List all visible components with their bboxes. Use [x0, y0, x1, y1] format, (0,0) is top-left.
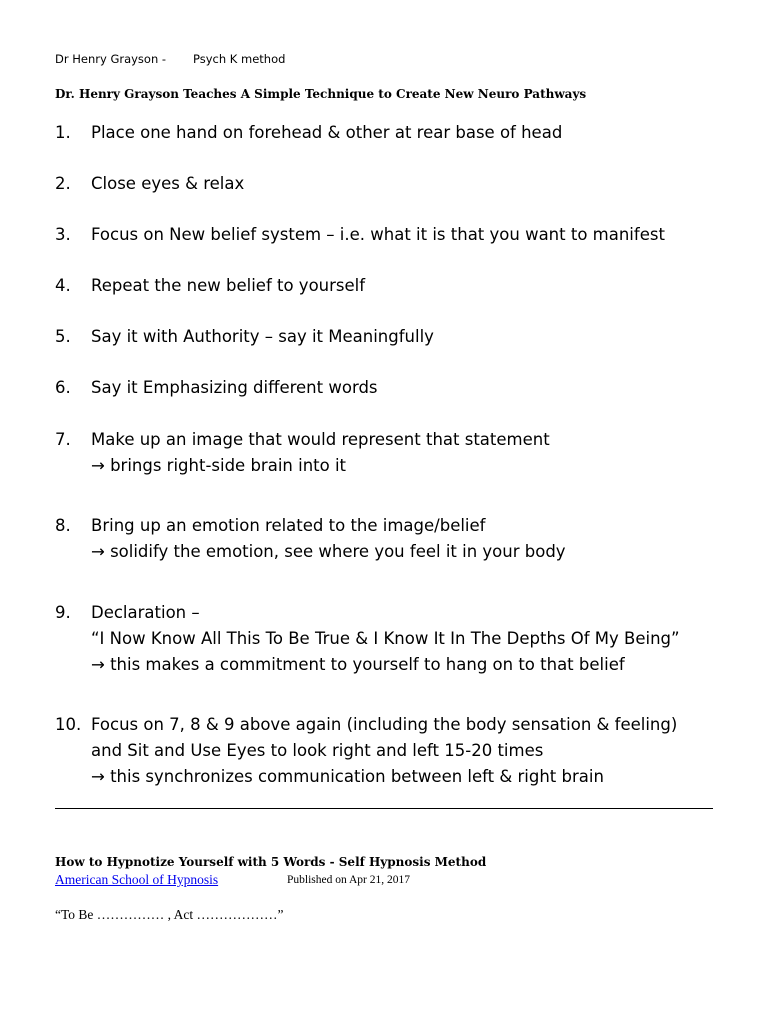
step-text: Make up an image that would represent that statement — [91, 430, 550, 449]
step-item — [55, 600, 735, 678]
step-item — [55, 324, 735, 350]
step-number: 5. — [55, 327, 71, 346]
step-quote: “I Now Know All This To Be True & I Know It In The Depths Of My Being” — [91, 629, 680, 648]
step-item — [55, 375, 735, 401]
step-subnote: → brings right-side brain into it — [91, 456, 347, 475]
step-item — [55, 222, 735, 248]
step-number: 4. — [55, 276, 71, 295]
step-text: Declaration – — [91, 603, 200, 622]
step-subnote: → solidify the emotion, see where you feel it in your body — [91, 542, 566, 561]
step-number: 3. — [55, 225, 71, 244]
step-item — [55, 273, 735, 299]
step-number: 9. — [55, 603, 71, 622]
step-text: Place one hand on forehead & other at rear base of head — [91, 123, 563, 142]
header-method: Psych K method — [193, 52, 286, 66]
step-text: Focus on New belief system – i.e. what it is that you want to manifest — [91, 225, 665, 244]
step-text: Say it with Authority – say it Meaningfully — [91, 327, 434, 346]
step-text-continued: and Sit and Use Eyes to look right and left 15-20 times — [91, 741, 544, 760]
published-date: Published on Apr 21, 2017 — [287, 874, 410, 886]
step-item — [55, 513, 735, 565]
step-item — [55, 120, 735, 146]
document-subtitle: Dr. Henry Grayson Teaches A Simple Technique to Create New Neuro Pathways — [55, 87, 587, 101]
step-number: 6. — [55, 378, 71, 397]
step-text: Close eyes & relax — [91, 174, 245, 193]
step-number: 10. — [55, 715, 82, 734]
step-text: Say it Emphasizing different words — [91, 378, 378, 397]
header-author: Dr Henry Grayson - — [55, 52, 167, 66]
step-item — [55, 171, 735, 197]
step-text: Repeat the new belief to yourself — [91, 276, 366, 295]
step-number: 8. — [55, 516, 71, 535]
step-subnote: → this makes a commitment to yourself to hang on to that belief — [91, 655, 625, 674]
step-item — [55, 712, 735, 790]
source-link[interactable]: American School of Hypnosis — [55, 872, 219, 887]
step-item — [55, 427, 735, 479]
horizontal-divider — [55, 808, 713, 809]
section-title: How to Hypnotize Yourself with 5 Words - Self Hypnosis Method — [55, 855, 487, 869]
step-number: 7. — [55, 430, 71, 449]
step-text: Focus on 7, 8 & 9 above again (including the body sensation & feeling) — [91, 715, 678, 734]
step-text: Bring up an emotion related to the image/belief — [91, 516, 486, 535]
document-header — [55, 52, 285, 66]
step-number: 1. — [55, 123, 71, 142]
mantra-quote: “To Be …………… , Act ………………” — [55, 907, 284, 922]
step-subnote: → this synchronizes communication between left & right brain — [91, 767, 604, 786]
step-number: 2. — [55, 174, 71, 193]
